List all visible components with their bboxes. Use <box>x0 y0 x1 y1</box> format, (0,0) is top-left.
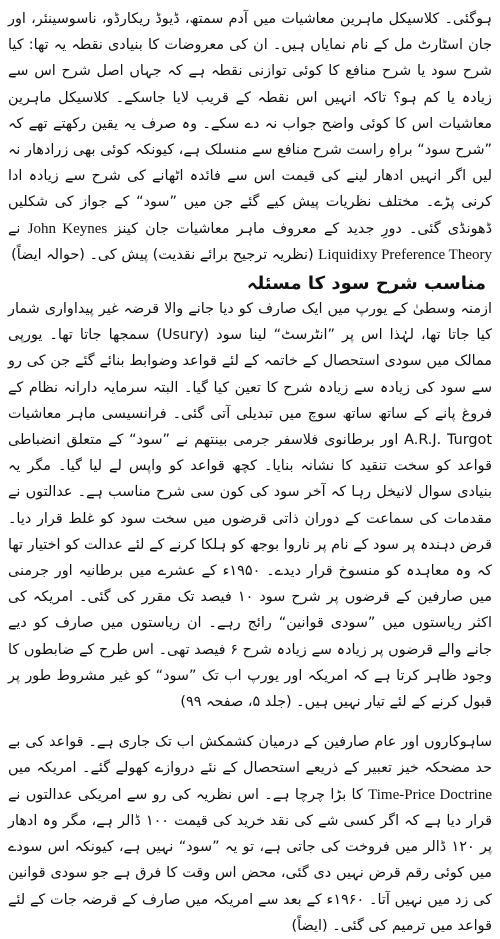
paragraph-text: ساہوکاروں اور عام صارفین کے درمیان کشمکش اب تک جاری ہے۔ قواعد کی بے حد مضحکہ خیز تعبیر کے ذریعے استحصال کے نئے دروازے کھولے گئے۔ امریکہ میں <box>8 734 492 777</box>
english-term-john-keynes: John Keynes <box>27 220 108 237</box>
paragraph-usury-history <box>8 296 492 715</box>
paragraph-time-price <box>8 729 492 939</box>
english-term-time-price-doctrine: Time-Price Doctrine <box>368 786 493 803</box>
paragraph-gap <box>8 715 492 729</box>
paragraph-text: ہوگئی۔ کلاسیکل ماہرین معاشیات میں آدم سمتھ، ڈیوڈ ریکارڈو، ناسوسینئر، اور جان اسٹارٹ مل کے نام نمایاں ہیں۔ ان کی معروضات کا بنیادی نقطہ یہ تھا: کیا شرح سود یا شرح منافع کا کوئی توازنی نقطہ ہے کہ جہاں اصل شرح اس سے زیادہ یا کم ہو؟ تاکہ انہیں اس نقطہ کے قریب لایا جاسکے۔ کلاسیکل ماہرین معاشیات اس کا کوئی واضح جواب نہ دے سکے۔ وہ صرف یہ یقین رکھتے تھے کہ ”شرح سود“ براہِ راست شرح منافع سے منسلک ہے، کیونکہ کوئی بھی زرادھار نہ لیں اگر انہیں ادھار لینے کی قیمت اس سے فائدہ اٹھانے کی شرح سے زیادہ ادا کرنی پڑے۔ مختلف نظریات پیش کیے گئے جن میں ”سود“ کے جواز کی شکلیں ڈھونڈی گئی۔ دورِ جدید کے معروف ماہر معاشیات جان کینز <box>8 11 493 237</box>
paragraph-text: ازمنہ وسطیٰ کے یورپ میں ایک صارف کو دیا جانے والا قرضہ غیر پیداواری شمار کیا جاتا تھا، لہٰذا اس پر ”انٹرسٹ“ لینا سود (Usury) سمجھا جاتا تھا۔ یورپی ممالک میں سودی استحصال کے خاتمہ کے لئے قواعد وضوابط بنائے گئے جن کی رو سے سود کی زیادہ سے زیادہ شرح کا تعین کیا گیا۔ البتہ سرمایہ دارانہ نظام کے فروغ پانے کے ساتھ ساتھ سوچ میں تبدیلی آتی گئی۔ فرانسیسی ماہر معاشیات A.R.J. Turgot اور برطانوی فلاسفر جرمی بینتھم نے ”سود“ کے متعلق انضباطی قواعد کو سخت تنقید کا نشانہ بنایا۔ کچھ قواعد کو واپس لے لیا گیا۔ مگر یہ بنیادی سوال لانیخل رہا کہ آخر سود کی کون سی شرح مناسب ہے۔ عدالتوں نے مقدمات کی سماعت کے دوران ذاتی قرضوں میں سخت سود کو غلط قرار دیا۔ قرض دہندہ پر سود کے نام پر ناروا بوجھ کو ہلکا کرنے کے لئے عدالت کو اختیار تھا کہ وہ معاہدہ کو منسوخ قرار دیدے۔ ۱۹۵۰ء کے عشرے میں برطانیہ اور جرمنی میں صارفین کے قرضوں پر شرح سود ۱۰ فیصد تک مقرر کی گئی۔ امریکہ کی اکثر ریاستوں میں ”سودی قوانین“ رائج رہے۔ ان ریاستوں میں صارف کو دیے جانے والے قرضوں پر زیادہ سے زیادہ شرح ۶ فیصد تھی۔ اس طرح کے ضابطوں کا وجود ظاہر کرتا ہے کہ امریکہ اور یورپ اب تک ”سود“ کو غیر مشروط طور پر قبول کرنے کے لئے تیار نہیں ہیں۔ (جلد ۵، صفحہ ۹۹) <box>8 301 493 711</box>
paragraph-text: کا بڑا چرچا ہے۔ اس نظریہ کی رو سے امریکی عدالتوں نے قرار دیا ہے کہ اگر کسی شے کی نقد خرید کی قیمت ۱۰۰ ڈالر ہے، مگر وہ ادھار پر ۱۲۰ ڈالر میں فروخت کی جاتی ہے، تو یہ ”سود“ نہیں ہے، کیونکہ اس سودے میں کوئی رقم قرض نہیں دی گئی، محض اس وقت کا فرق ہے جو سودی قوانین کی زد میں نہیں آتا۔ ۱۹۶۰ء کے بعد سے امریکہ میں صارف کے قرضہ جات کے لئے قواعد میں ترمیم کی گئی۔ (ایضاً) <box>8 786 493 934</box>
paragraph-text: (نظریہ ترجیح برائے نقدیت) پیش کی۔ (حوالہ ایضاً) <box>11 246 314 263</box>
paragraph-classical-economists <box>8 6 492 268</box>
english-term-liquidity-preference: Liquidixy Preference Theory <box>318 246 492 263</box>
paragraph-text: نے <box>8 220 21 237</box>
section-heading: مناسب شرح سود کا مسئلہ <box>246 273 486 295</box>
